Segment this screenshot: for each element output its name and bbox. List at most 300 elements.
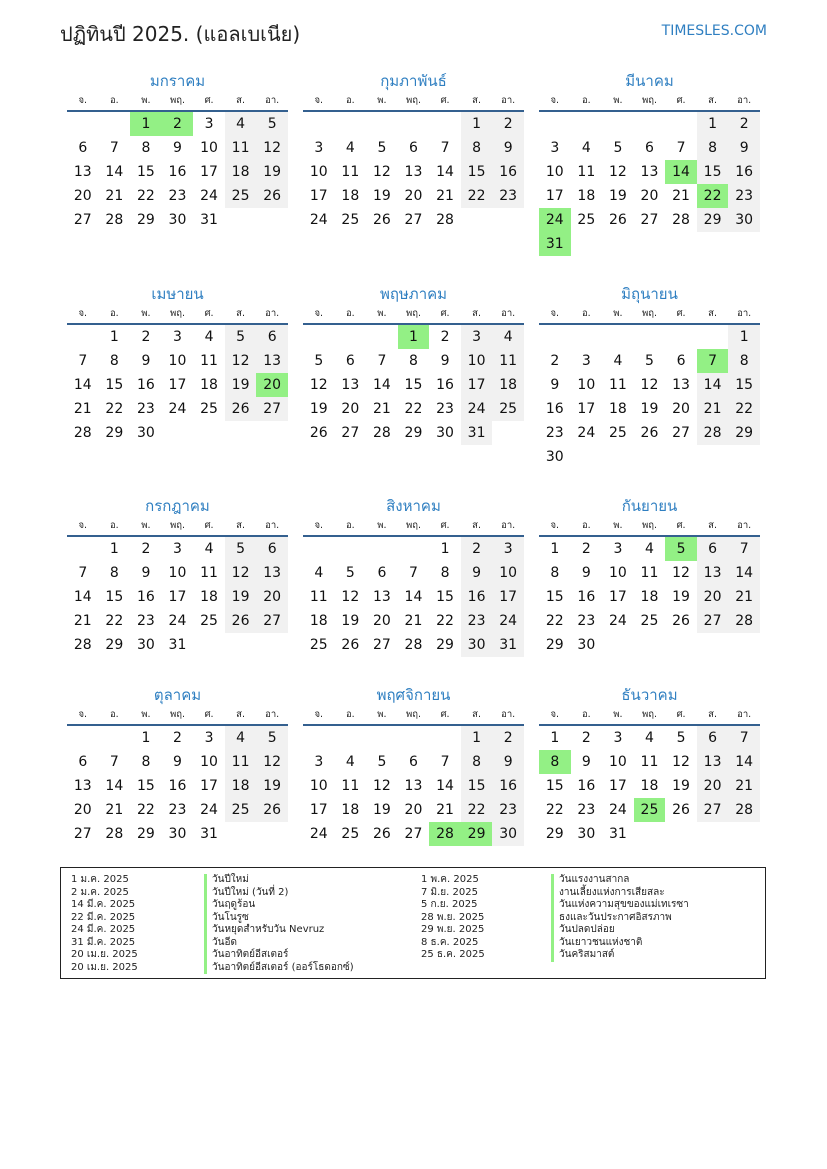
- weekend-day-cell: 11: [492, 349, 524, 373]
- month-title: พฤศจิกายน: [376, 686, 451, 704]
- weekday-label: จ.: [78, 308, 88, 319]
- weekday-label: พฤ.: [169, 709, 185, 720]
- weekday-label: ศ.: [440, 520, 450, 531]
- day-cell: 9: [581, 754, 591, 770]
- day-cell: 28: [105, 212, 124, 228]
- empty-cell: [67, 112, 99, 136]
- day-cell: 4: [345, 754, 355, 770]
- weekend-day-cell: 15: [461, 160, 493, 184]
- day-cell: 17: [608, 778, 627, 794]
- day-cell: 9: [173, 140, 182, 156]
- weekday-label: ศ.: [204, 520, 214, 531]
- empty-cell: [67, 325, 99, 349]
- weekend-day-cell: 26: [256, 798, 288, 822]
- holiday-day-cell: 28: [429, 822, 461, 846]
- day-cell: 16: [545, 401, 564, 417]
- day-cell: 24: [577, 425, 596, 441]
- weekday-label: พฤ.: [641, 520, 657, 531]
- holiday-date: 1 ม.ค. 2025: [71, 874, 129, 885]
- weekend-day-cell: 8: [728, 349, 760, 373]
- weekday-label: อ.: [581, 709, 591, 720]
- weekday-label: จ.: [314, 308, 324, 319]
- empty-cell: [366, 112, 398, 136]
- weekday-label: ส.: [236, 308, 245, 319]
- weekend-day-cell: 1: [728, 325, 760, 349]
- day-cell: 24: [608, 613, 627, 629]
- week-row: [539, 184, 760, 208]
- week-row: [67, 537, 288, 561]
- day-cell: 12: [608, 164, 627, 180]
- day-cell: 23: [168, 188, 187, 204]
- weekday-label: ศ.: [204, 95, 214, 106]
- month-title: กรกฎาคม: [145, 497, 210, 515]
- weekend-day-cell: 21: [728, 585, 760, 609]
- weekday-header: [67, 307, 288, 325]
- weekday-label: อา.: [501, 95, 516, 106]
- day-cell: 7: [440, 754, 450, 770]
- weekday-label: ส.: [708, 709, 717, 720]
- weekday-label: พ.: [141, 308, 151, 319]
- weekday-header: [539, 708, 760, 726]
- weekend-day-cell: 28: [728, 798, 760, 822]
- month-calendar: [67, 68, 288, 232]
- holiday-name: วันปีใหม่ (วันที่ 2): [204, 887, 354, 900]
- month-calendar: [539, 682, 760, 846]
- day-cell: 8: [141, 754, 151, 770]
- day-cell: 10: [200, 754, 218, 770]
- weekday-label: จ.: [78, 520, 88, 531]
- holiday-day-cell: 7: [697, 349, 729, 373]
- day-cell: 6: [78, 754, 88, 770]
- weekday-label: อ.: [109, 308, 119, 319]
- day-cell: 25: [309, 637, 328, 653]
- weekday-label: ศ.: [440, 95, 450, 106]
- day-cell: 16: [136, 377, 155, 393]
- weekday-label: จ.: [78, 709, 88, 720]
- weekend-day-cell: 30: [728, 208, 760, 232]
- day-cell: 21: [372, 401, 391, 417]
- weekend-day-cell: 14: [728, 750, 760, 774]
- empty-cell: [366, 325, 398, 349]
- weekday-label: ศ.: [204, 709, 214, 720]
- weekday-header: [67, 519, 288, 537]
- weekend-day-cell: 16: [492, 774, 524, 798]
- day-cell: 14: [73, 589, 92, 605]
- empty-cell: [398, 537, 430, 561]
- weekend-day-cell: 16: [492, 160, 524, 184]
- weekday-label: อา.: [265, 308, 280, 319]
- empty-cell: [193, 633, 225, 657]
- weekend-day-cell: 20: [697, 585, 729, 609]
- empty-cell: [99, 726, 131, 750]
- day-cell: 27: [404, 212, 423, 228]
- day-cell: 26: [672, 802, 690, 818]
- day-cell: 6: [645, 140, 654, 156]
- empty-cell: [665, 445, 697, 469]
- weekday-label: ศ.: [676, 95, 686, 106]
- day-cell: 24: [200, 188, 218, 204]
- weekend-day-cell: 6: [697, 537, 729, 561]
- weekday-header: [303, 307, 524, 325]
- empty-cell: [335, 537, 367, 561]
- empty-cell: [256, 208, 288, 232]
- day-cell: 17: [200, 164, 218, 180]
- holiday-date: 20 เม.ย. 2025: [71, 961, 138, 973]
- holiday-name: งานเลี้ยงแห่งการเสียสละ: [551, 887, 689, 900]
- weekday-label: ส.: [236, 520, 245, 531]
- weekday-label: พ.: [377, 308, 387, 319]
- day-cell: 24: [168, 613, 187, 629]
- weekend-day-cell: 27: [256, 609, 288, 633]
- day-cell: 24: [608, 802, 627, 818]
- weekday-label: พฤ.: [169, 95, 185, 106]
- weekday-label: จ.: [78, 95, 88, 106]
- day-cell: 14: [105, 164, 124, 180]
- day-cell: 3: [204, 116, 214, 132]
- day-cell: 28: [372, 425, 391, 441]
- weekday-label: อา.: [501, 520, 516, 531]
- month-calendar: [303, 68, 524, 232]
- day-cell: 2: [141, 329, 151, 345]
- weekday-label: ศ.: [676, 709, 686, 720]
- brand-link[interactable]: TIMESLES.COM: [661, 23, 767, 39]
- day-cell: 11: [200, 565, 218, 581]
- weekday-label: อา.: [737, 709, 752, 720]
- week-row: [303, 373, 524, 397]
- week-row: [303, 750, 524, 774]
- day-cell: 1: [550, 541, 560, 557]
- weekday-label: อ.: [345, 95, 355, 106]
- day-cell: 25: [200, 613, 218, 629]
- day-cell: 29: [545, 826, 564, 842]
- day-cell: 14: [105, 778, 124, 794]
- month-title: มิถุนายน: [621, 285, 678, 303]
- weekday-label: จ.: [314, 520, 324, 531]
- empty-cell: [429, 112, 461, 136]
- weekend-day-cell: 19: [225, 585, 257, 609]
- weekday-label: ส.: [472, 95, 481, 106]
- day-cell: 7: [78, 353, 88, 369]
- month-calendar: [67, 493, 288, 657]
- day-cell: 5: [314, 353, 324, 369]
- day-cell: 20: [404, 188, 423, 204]
- day-cell: 7: [676, 140, 686, 156]
- weekday-label: พ.: [377, 520, 387, 531]
- holiday-date: 29 พ.ย. 2025: [421, 924, 485, 935]
- day-cell: 11: [608, 377, 627, 393]
- week-row: [539, 421, 760, 445]
- weekend-day-cell: 5: [225, 325, 257, 349]
- day-cell: 3: [173, 329, 182, 345]
- holiday-date: 20 เม.ย. 2025: [71, 949, 138, 960]
- day-cell: 11: [577, 164, 596, 180]
- day-cell: 21: [436, 188, 454, 204]
- day-cell: 23: [577, 802, 596, 818]
- day-cell: 10: [309, 164, 328, 180]
- day-cell: 15: [136, 778, 155, 794]
- empty-cell: [634, 822, 666, 846]
- day-cell: 11: [200, 353, 218, 369]
- weekend-day-cell: 23: [492, 798, 524, 822]
- week-row: [67, 349, 288, 373]
- day-cell: 15: [404, 377, 423, 393]
- weekday-label: ส.: [236, 95, 245, 106]
- day-cell: 23: [577, 613, 596, 629]
- weekday-label: อ.: [581, 520, 591, 531]
- day-cell: 5: [377, 754, 387, 770]
- weekday-label: พฤ.: [405, 520, 421, 531]
- week-row: [539, 633, 760, 657]
- empty-cell: [193, 421, 225, 445]
- day-cell: 9: [550, 377, 560, 393]
- month-title: ธันวาคม: [621, 686, 678, 704]
- weekday-label: อา.: [737, 520, 752, 531]
- empty-cell: [571, 232, 603, 256]
- holiday-date: 1 พ.ค. 2025: [421, 874, 479, 885]
- week-row: [539, 726, 760, 750]
- empty-cell: [225, 208, 257, 232]
- month-title: ตุลาคม: [153, 686, 202, 704]
- day-cell: 7: [440, 140, 450, 156]
- day-cell: 30: [168, 212, 187, 228]
- day-cell: 30: [136, 425, 155, 441]
- day-cell: 29: [545, 637, 564, 653]
- weekday-label: ส.: [708, 308, 717, 319]
- month-title: มกราคม: [149, 72, 206, 90]
- week-row: [303, 397, 524, 421]
- day-cell: 24: [309, 212, 328, 228]
- weekday-label: อา.: [737, 308, 752, 319]
- day-cell: 17: [200, 778, 218, 794]
- holiday-name: วันแรงงานสากล: [551, 874, 689, 887]
- day-cell: 30: [168, 826, 187, 842]
- day-cell: 3: [613, 730, 623, 746]
- empty-cell: [571, 325, 603, 349]
- weekday-label: พฤ.: [405, 709, 421, 720]
- day-cell: 28: [73, 425, 92, 441]
- weekend-day-cell: 3: [492, 537, 524, 561]
- holiday-day-cell: 25: [634, 798, 666, 822]
- weekend-day-cell: 20: [256, 585, 288, 609]
- month-calendar: [303, 682, 524, 846]
- weekday-label: ส.: [236, 709, 245, 720]
- empty-cell: [225, 421, 257, 445]
- holiday-names-left: [204, 874, 354, 974]
- day-cell: 18: [577, 188, 596, 204]
- day-cell: 9: [440, 353, 450, 369]
- empty-cell: [303, 325, 335, 349]
- weekday-label: อ.: [109, 95, 119, 106]
- weekday-label: ส.: [472, 520, 481, 531]
- day-cell: 26: [372, 826, 391, 842]
- empty-cell: [67, 537, 99, 561]
- day-cell: 17: [577, 401, 596, 417]
- week-row: [539, 561, 760, 585]
- weekend-day-cell: 15: [697, 160, 729, 184]
- weekend-day-cell: 21: [697, 397, 729, 421]
- day-cell: 27: [640, 212, 659, 228]
- day-cell: 2: [173, 730, 182, 746]
- week-row: [67, 798, 288, 822]
- day-cell: 6: [676, 353, 686, 369]
- day-cell: 10: [545, 164, 564, 180]
- day-cell: 9: [141, 565, 151, 581]
- week-row: [67, 726, 288, 750]
- holiday-dates-right: [421, 874, 485, 962]
- day-cell: 15: [436, 589, 454, 605]
- day-cell: 20: [372, 613, 391, 629]
- week-row: [539, 585, 760, 609]
- holiday-day-cell: 2: [162, 112, 194, 136]
- weekend-day-cell: 28: [697, 421, 729, 445]
- empty-cell: [728, 633, 760, 657]
- weekend-day-cell: 29: [697, 208, 729, 232]
- day-cell: 9: [581, 565, 591, 581]
- day-cell: 30: [577, 637, 596, 653]
- weekend-day-cell: 6: [697, 726, 729, 750]
- empty-cell: [634, 633, 666, 657]
- holiday-name: วันเยาวชนแห่งชาติ: [551, 937, 689, 950]
- holiday-day-cell: 29: [461, 822, 493, 846]
- day-cell: 26: [672, 613, 690, 629]
- empty-cell: [634, 112, 666, 136]
- month-title: กันยายน: [621, 497, 678, 515]
- empty-cell: [461, 208, 493, 232]
- weekday-label: อ.: [345, 520, 355, 531]
- day-cell: 25: [200, 401, 218, 417]
- day-cell: 12: [640, 377, 659, 393]
- weekend-day-cell: 10: [461, 349, 493, 373]
- day-cell: 3: [314, 140, 324, 156]
- weekday-label: อ.: [345, 308, 355, 319]
- day-cell: 2: [440, 329, 450, 345]
- week-row: [303, 822, 524, 846]
- empty-cell: [429, 726, 461, 750]
- weekday-label: อา.: [501, 308, 516, 319]
- empty-cell: [602, 445, 634, 469]
- day-cell: 10: [577, 377, 596, 393]
- holiday-date: 25 ธ.ค. 2025: [421, 949, 485, 960]
- weekend-day-cell: 30: [492, 822, 524, 846]
- day-cell: 18: [200, 589, 218, 605]
- week-row: [303, 160, 524, 184]
- day-cell: 24: [168, 401, 187, 417]
- day-cell: 1: [550, 730, 560, 746]
- week-row: [303, 633, 524, 657]
- weekday-label: จ.: [314, 95, 324, 106]
- holiday-day-cell: 24: [539, 208, 571, 232]
- day-cell: 11: [640, 565, 659, 581]
- week-row: [303, 325, 524, 349]
- week-row: [303, 609, 524, 633]
- weekday-label: อา.: [737, 95, 752, 106]
- weekend-day-cell: 2: [461, 537, 493, 561]
- day-cell: 20: [341, 401, 360, 417]
- day-cell: 4: [645, 541, 654, 557]
- empty-cell: [366, 537, 398, 561]
- holiday-name: วันแห่งความสุขของแม่เทเรซา: [551, 899, 689, 912]
- weekend-day-cell: 12: [256, 136, 288, 160]
- weekend-day-cell: 1: [461, 112, 493, 136]
- weekend-day-cell: 14: [728, 561, 760, 585]
- week-row: [539, 349, 760, 373]
- day-cell: 27: [73, 826, 92, 842]
- weekend-day-cell: 11: [225, 136, 257, 160]
- empty-cell: [366, 726, 398, 750]
- day-cell: 3: [314, 754, 324, 770]
- weekend-day-cell: 12: [256, 750, 288, 774]
- weekday-label: พ.: [613, 709, 623, 720]
- day-cell: 1: [141, 730, 151, 746]
- empty-cell: [303, 112, 335, 136]
- empty-cell: [665, 822, 697, 846]
- weekend-day-cell: 18: [225, 774, 257, 798]
- weekend-day-cell: 18: [492, 373, 524, 397]
- week-row: [539, 160, 760, 184]
- empty-cell: [697, 822, 729, 846]
- month-calendar: [67, 682, 288, 846]
- day-cell: 6: [78, 140, 88, 156]
- weekend-day-cell: 5: [256, 112, 288, 136]
- weekend-day-cell: 30: [461, 633, 493, 657]
- weekday-label: ศ.: [440, 308, 450, 319]
- weekend-day-cell: 11: [225, 750, 257, 774]
- empty-cell: [398, 726, 430, 750]
- empty-cell: [665, 633, 697, 657]
- weekday-label: พ.: [613, 95, 623, 106]
- holiday-name: วันปีใหม่: [204, 874, 354, 887]
- day-cell: 14: [436, 164, 454, 180]
- day-cell: 8: [109, 353, 119, 369]
- day-cell: 10: [200, 140, 218, 156]
- day-cell: 22: [436, 613, 454, 629]
- week-row: [303, 349, 524, 373]
- day-cell: 5: [613, 140, 623, 156]
- day-cell: 17: [168, 377, 187, 393]
- empty-cell: [162, 421, 194, 445]
- week-row: [539, 537, 760, 561]
- day-cell: 12: [372, 164, 391, 180]
- week-row: [67, 325, 288, 349]
- empty-cell: [728, 445, 760, 469]
- month-calendar: [303, 493, 524, 657]
- month-calendar: [67, 281, 288, 445]
- holiday-day-cell: 1: [398, 325, 430, 349]
- weekday-header: [67, 708, 288, 726]
- day-cell: 26: [341, 637, 360, 653]
- empty-cell: [256, 421, 288, 445]
- week-row: [67, 397, 288, 421]
- day-cell: 11: [640, 754, 659, 770]
- day-cell: 4: [581, 140, 591, 156]
- weekday-label: พ.: [377, 95, 387, 106]
- weekend-day-cell: 24: [492, 609, 524, 633]
- day-cell: 21: [105, 802, 124, 818]
- week-row: [303, 561, 524, 585]
- day-cell: 22: [545, 613, 564, 629]
- day-cell: 22: [105, 401, 124, 417]
- day-cell: 5: [645, 353, 654, 369]
- weekday-header: [539, 307, 760, 325]
- weekday-label: อา.: [501, 709, 516, 720]
- weekend-day-cell: 8: [461, 750, 493, 774]
- empty-cell: [539, 325, 571, 349]
- day-cell: 26: [372, 212, 391, 228]
- weekday-label: จ.: [550, 95, 560, 106]
- holiday-date: 24 มี.ค. 2025: [71, 924, 136, 935]
- empty-cell: [256, 633, 288, 657]
- month-calendar: [539, 493, 760, 657]
